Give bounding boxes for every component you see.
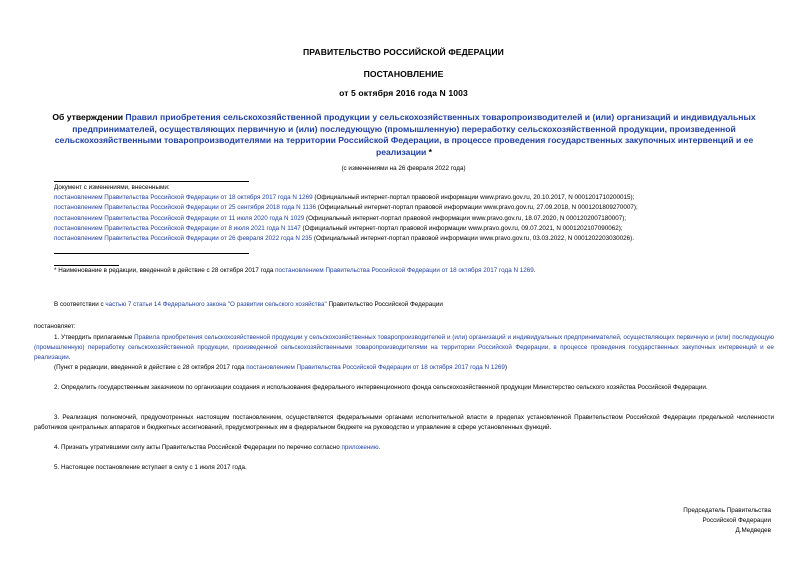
change-item (54, 193, 774, 203)
change-link[interactable]: постановлением Правительства Российской Федерации от 11 июля 2020 года N 1029 (54, 214, 305, 222)
title-rules-link[interactable]: Правил приобретения сельскохозяйственной продукции у сельскохозяйственных товаропроизводителей и (или) организаций и индивидуальных предпринимателей, осуществляющих первичную и (или) последующую (промышленную) переработку сельскохозяйственной продукции, произведенной сельскохозяйственными товаропроизводителями на территории Российской Федерации, в процессе проведения государственных закупочных интервенций и ее реализации (54, 112, 756, 157)
footnote-end: . (533, 267, 536, 274)
title-prefix: Об утверждении (52, 112, 126, 122)
signature-org: Российской Федерации (702, 517, 771, 525)
note-link[interactable]: постановлением Правительства Российской Федерации от 18 октября 2017 года N 1269 (246, 364, 505, 371)
footnote-text: * Наименование в редакции, введенной в действие с 28 октября 2017 года (54, 267, 276, 274)
amendment-note: (с изменениями на 26 февраля 2022 года) (341, 165, 466, 172)
change-item (54, 224, 774, 234)
change-link[interactable]: постановлением Правительства Российской Федерации от 26 февраля 2022 года N 235 (54, 235, 313, 243)
document-title (34, 112, 774, 158)
preamble-tail: Правительство Российской Федерации (326, 301, 443, 308)
resolves-word: постановляет: (34, 323, 76, 330)
change-link[interactable]: постановлением Правительства Российской Федерации от 18 октября 2017 года N 1269 (54, 194, 313, 202)
change-details: (Официальный интернет-портал правовой информации www.pravo.gov.ru, 18.07.2020, N 0001202007180007); (304, 214, 627, 222)
separator-top (54, 181, 249, 182)
change-item (54, 234, 774, 244)
paragraph-4-text: 4. Признать утратившими силу акты Правительства Российской Федерации по перечню согласно (54, 444, 342, 451)
rules-link[interactable]: Правила приобретения сельскохозяйственной продукции у сельскохозяйственных товаропроизводителей и (или) организаций и индивидуальных предпринимателей, осуществляющих первичную и (или) последующую (промышленную) переработку сельскохозяйственной продукции, произведенной сельскохозяйственными товаропроизводителями на территории Российской Федерации, в процессе проведения государственных закупочных интервенций и ее реализации (34, 334, 774, 362)
signature-name: Д.Медведев (735, 527, 771, 535)
change-details: (Официальный интернет-портал правовой информации www.pravo.gov.ru, 20.10.2017, N 0001201710200015); (312, 194, 635, 202)
document-type-heading: ПОСТАНОВЛЕНИЕ (363, 69, 444, 79)
document-date-number: от 5 октября 2016 года N 1003 (339, 88, 468, 98)
paragraph-4 (54, 443, 774, 453)
change-details: (Официальный интернет-портал правовой информации www.pravo.gov.ru, 03.03.2022, N 0001202203030026). (312, 235, 634, 243)
change-link[interactable]: постановлением Правительства Российской Федерации от 25 сентября 2018 года N 1136 (54, 204, 316, 212)
paragraph-2: 2. Определить государственным заказчиком по организации создания и использования федерального интервенционного фонда сельскохозяйственной продукции Министерство сельского хозяйства Российской Федерации. (54, 384, 708, 391)
paragraph-1-note (54, 363, 774, 373)
changes-list (54, 183, 774, 244)
note-end: ) (504, 364, 507, 371)
change-details: (Официальный интернет-портал правовой информации www.pravo.gov.ru, 09.07.2021, N 0001202107090062); (300, 224, 623, 232)
footnote (54, 266, 774, 276)
paragraph-5: 5. Настоящее постановление вступает в силу с 1 июля 2017 года. (54, 464, 247, 471)
paragraph-1-end: . (68, 354, 71, 362)
government-heading: ПРАВИТЕЛЬСТВО РОССИЙСКОЙ ФЕДЕРАЦИИ (303, 47, 504, 57)
change-link[interactable]: постановлением Правительства Российской Федерации от 8 июля 2021 года N 1147 (54, 224, 301, 232)
preamble-text: В соответствии с (54, 301, 106, 308)
change-item (54, 203, 774, 213)
changes-intro: Документ с изменениями, внесенными: (54, 184, 170, 191)
appendix-link[interactable]: приложению (341, 444, 379, 451)
title-suffix: * (426, 146, 433, 157)
paragraph-1 (34, 333, 774, 364)
note-text: (Пункт в редакции, введенной в действие с 28 октября 2017 года (54, 364, 247, 371)
paragraph-1-text: 1. Утвердить прилагаемые (54, 334, 135, 341)
separator-bottom (54, 253, 249, 254)
law-link[interactable]: частью 7 статьи 14 Федерального закона "О развитии сельского хозяйства" (105, 301, 327, 308)
footnote-link[interactable]: постановлением Правительства Российской Федерации от 18 октября 2017 года N 1269 (275, 267, 534, 274)
paragraph-4-end: . (378, 444, 381, 451)
preamble (54, 300, 774, 310)
paragraph-3: 3. Реализация полномочий, предусмотренных настоящим постановлением, осуществляется федеральными органами исполнительной власти в пределах установленной Правительством Российской Федерации предельной численности работников центральных аппаратов и бюджетных ассигнований, предусмотренных им в федеральном бюджете на руководство и управление в сфере установленных функций. (34, 414, 774, 432)
change-details: (Официальный интернет-портал правовой информации www.pravo.gov.ru, 27.09.2018, N 0001201809270007); (315, 204, 638, 212)
change-item (54, 214, 774, 224)
signature-block (683, 506, 771, 537)
signature-position: Председатель Правительства (683, 507, 771, 514)
